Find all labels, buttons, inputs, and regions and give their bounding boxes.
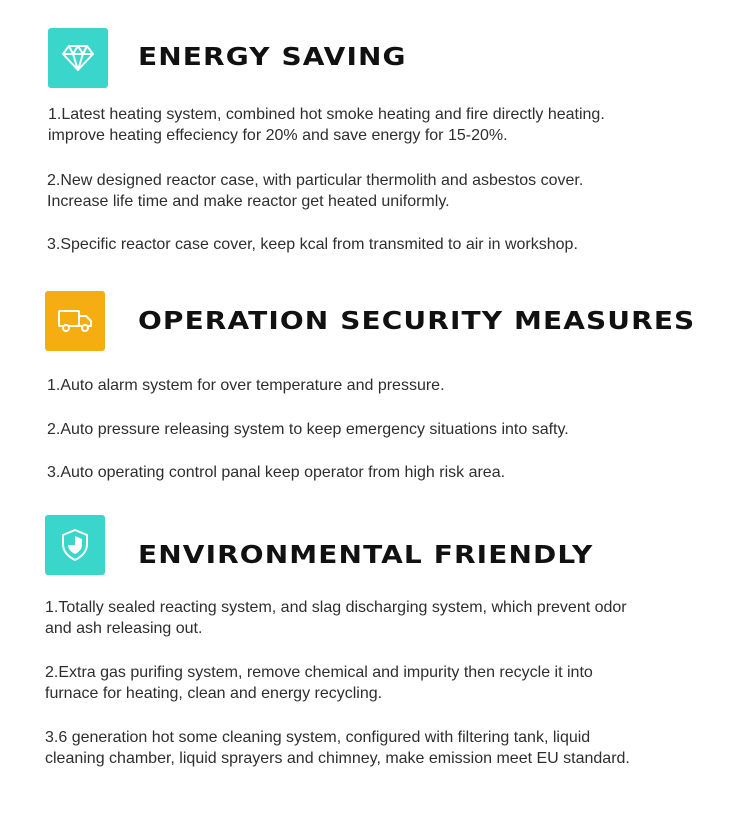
environmental-friendly-heading: ENVIRONMENTAL FRIENDLY [138,540,594,569]
operation-security-point-2: 2.Auto pressure releasing system to keep emergency situations into safty. [47,421,569,438]
energy-saving-point-2: 2.New designed reactor case, with particular thermolith and asbestos cover. Increase life time and make reactor get heated uniformly. [47,172,584,210]
energy-saving-heading: ENERGY SAVING [138,42,407,71]
energy-saving-icon-box [48,28,108,88]
environmental-friendly-icon-box [45,515,105,575]
operation-security-icon-box [45,291,105,351]
operation-security-heading: OPERATION SECURITY MEASURES [138,306,696,335]
environmental-friendly-point-2: 2.Extra gas purifing system, remove chemical and impurity then recycle it into furnace for heating, clean and energy recycling. [45,664,593,702]
shield-icon [60,528,90,562]
truck-icon [57,308,93,334]
energy-saving-point-1: 1.Latest heating system, combined hot smoke heating and fire directly heating. improve heating effeciency for 20% and save energy for 15-20%. [48,106,605,144]
environmental-friendly-point-1: 1.Totally sealed reacting system, and slag discharging system, which prevent odor and ash releasing out. [45,599,627,637]
environmental-friendly-point-3: 3.6 generation hot some cleaning system, configured with filtering tank, liquid cleaning chamber, liquid sprayers and chimney, make emission meet EU standard. [45,729,630,767]
energy-saving-point-3: 3.Specific reactor case cover, keep kcal from transmited to air in workshop. [47,236,578,253]
operation-security-point-3: 3.Auto operating control panal keep operator from high risk area. [47,464,506,481]
operation-security-point-1: 1.Auto alarm system for over temperature and pressure. [47,377,445,394]
diamond-icon [61,43,95,73]
